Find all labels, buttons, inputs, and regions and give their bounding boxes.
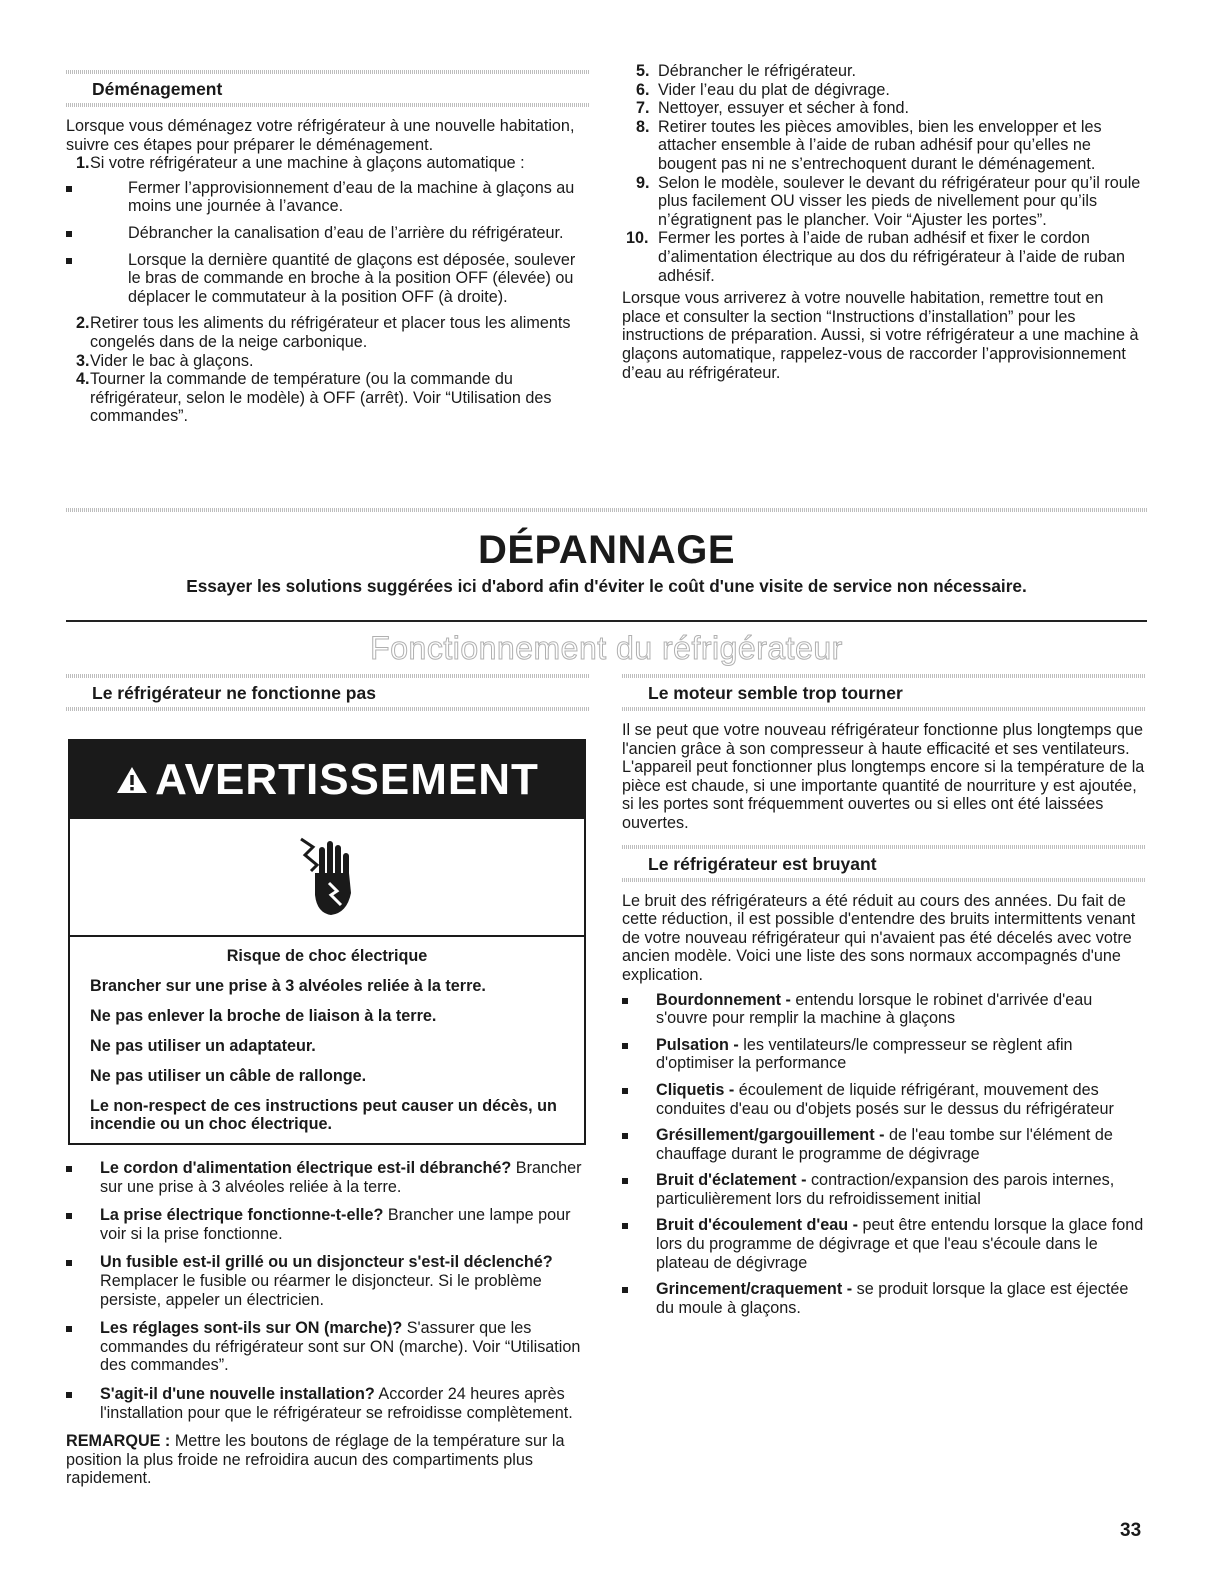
moving-step <box>66 154 590 306</box>
step-text: Nettoyer, essuyer et sécher à fond. <box>658 99 910 118</box>
list-item <box>622 1126 1146 1163</box>
divider <box>66 707 590 711</box>
list-item <box>622 1036 1146 1073</box>
item-question: Un fusible est-il grillé ou un disjoncteur s'est-il déclenché? <box>100 1253 553 1272</box>
bullet-text: Fermer l’approvisionnement d’eau de la machine à glaçons au moins une journée à l’avance. <box>128 178 575 216</box>
warning-box <box>68 739 586 1145</box>
step-text: Débrancher le réfrigérateur. <box>658 62 856 80</box>
moving-step <box>622 229 1146 285</box>
list-item <box>66 1319 590 1375</box>
item-answer: Brancher une lampe pour voir si la prise fonctionne. <box>100 1206 571 1243</box>
list-item <box>66 1385 590 1422</box>
item-question: La prise électrique fonctionne-t-elle? <box>100 1206 384 1225</box>
warning-line: Le non-respect de ces instructions peut causer un décès, un incendie ou un choc électrique. <box>90 1097 557 1133</box>
electric-shock-hand-icon <box>297 833 357 922</box>
page-subtitle: Essayer les solutions suggérées ici d'abord afin d'éviter le coût d'une visite de service non nécessaire. <box>186 576 1027 596</box>
warning-line: Brancher sur une prise à 3 alvéoles reliée à la terre. <box>90 977 486 995</box>
list-item <box>66 1253 590 1309</box>
list-item <box>66 251 590 307</box>
divider <box>622 878 1146 882</box>
step-text: Vider le bac à glaçons. <box>90 351 254 370</box>
item-answer: Remplacer le fusible ou réarmer le disjoncteur. Si le problème persiste, appeler un électricien. <box>100 1271 542 1309</box>
warning-triangle-icon <box>115 765 149 795</box>
motor-noise-section <box>622 674 1146 1325</box>
divider <box>622 707 1146 711</box>
noisy-text: Le bruit des réfrigérateurs a été réduit au cours des années. Du fait de cette réduction, il est possible d'entendre des bruits intermittents venant de votre nouveau réfrigérateur qui n'avaient pas été décelés avec votre ancien modèle. Voici une liste des sons normaux accompagnés d'une explication. <box>622 891 1136 984</box>
sound-desc: entendu lorsque le robinet d'arrivée d'eau s'ouvre pour remplir la machine à glaçons <box>656 990 1093 1028</box>
moving-step <box>622 174 1146 230</box>
sound-desc: les ventilateurs/le compresseur se règlent afin d'optimiser la performance <box>656 1035 1073 1073</box>
warning-line: Ne pas enlever la broche de liaison à la terre. <box>90 1007 437 1025</box>
item-question: Le cordon d'alimentation électrique est-il débranché? <box>100 1159 512 1177</box>
divider <box>66 103 590 107</box>
moving-step <box>622 81 1146 100</box>
motor-heading: Le moteur semble trop tourner <box>648 683 903 703</box>
warning-line: Ne pas utiliser un câble de rallonge. <box>90 1067 367 1085</box>
list-item <box>622 1171 1146 1208</box>
warning-banner <box>70 741 584 819</box>
step-number: 9. <box>636 173 650 192</box>
step-number: 1. <box>76 154 90 173</box>
sound-term: Bruit d'écoulement d'eau - <box>656 1216 858 1235</box>
moving-step <box>66 352 590 371</box>
item-question: S'agit-il d'une nouvelle installation? <box>100 1384 375 1403</box>
sound-list <box>622 991 1146 1318</box>
sound-term: Grésillement/gargouillement - <box>656 1126 885 1145</box>
section-title: Fonctionnement du réfrigérateur <box>370 630 843 666</box>
warning-banner-text: AVERTISSEMENT <box>155 754 539 804</box>
list-item <box>66 179 590 216</box>
sound-term: Bourdonnement - <box>656 990 791 1009</box>
list-item <box>622 1280 1146 1317</box>
step-number: 7. <box>636 99 650 118</box>
icemaker-bullets <box>66 179 590 307</box>
note-text: Mettre les boutons de réglage de la température sur la position la plus froide ne refroidira aucun des compartiments plus rapidement. <box>66 1432 565 1488</box>
not-working-heading: Le réfrigérateur ne fonctionne pas <box>92 683 376 703</box>
not-working-section <box>66 674 590 1488</box>
noisy-heading: Le réfrigérateur est bruyant <box>648 853 877 874</box>
list-item <box>66 1206 590 1243</box>
sound-desc: se produit lorsque la glace est éjectée du moule à glaçons. <box>656 1280 1129 1317</box>
item-answer: Accorder 24 heures après l'installation pour que le réfrigérateur se refroidisse complètement. <box>100 1384 573 1422</box>
step-number: 10. <box>626 229 649 248</box>
sound-desc: peut être entendu lorsque la glace fond lors du programme de dégivrage et que l'eau s'écoule dans le plateau de dégivrage <box>656 1216 1144 1272</box>
step-number: 5. <box>636 62 650 80</box>
moving-intro: Lorsque vous déménagez votre réfrigérateur à une nouvelle habitation, suivre ces étapes pour préparer le déménagement. <box>66 117 575 154</box>
moving-section-left <box>66 70 590 426</box>
moving-outro: Lorsque vous arriverez à votre nouvelle habitation, remettre tout en place et consulter la section “Instructions d’installation” pour les instructions de préparation. Aussi, si votre réfrigérateur a une machine à glaçons automatique, rappelez-vous de raccorder l’approvisionnement d’eau au réfrigérateur. <box>622 289 1139 382</box>
list-item <box>66 224 590 243</box>
divider <box>66 620 1147 622</box>
moving-step <box>622 118 1146 174</box>
warning-line: Ne pas utiliser un adaptateur. <box>90 1037 316 1055</box>
bullet-text: Débrancher la canalisation d’eau de l’arrière du réfrigérateur. <box>128 223 564 242</box>
list-item <box>622 1216 1146 1272</box>
list-item <box>622 1081 1146 1118</box>
motor-text: Il se peut que votre nouveau réfrigérateur fonctionne plus longtemps que l'ancien grâce à son compresseur à haute efficacité et ses ventilateurs. L'appareil peut fonctionner plus longtemps encore si la température de la pièce est chaude, si une importante quantité de nourriture y est ajoutée, si les portes sont fréquemment ouvertes ou si elles ont été laissées ouvertes. <box>622 721 1145 832</box>
bullet-text: Lorsque la dernière quantité de glaçons est déposée, soulever le bras de commande en broche à la position OFF (élevée) ou déplacer le commutateur à la position OFF (à droite). <box>128 250 576 306</box>
note-label: REMARQUE : <box>66 1432 171 1451</box>
step-number: 3. <box>76 351 90 370</box>
sound-term: Cliquetis - <box>656 1080 735 1099</box>
page-number: 33 <box>1120 1520 1142 1541</box>
item-question: Les réglages sont-ils sur ON (marche)? <box>100 1319 403 1338</box>
divider <box>66 508 1147 512</box>
moving-section-right <box>622 62 1146 382</box>
sound-desc: de l'eau tombe sur l'élément de chauffage durant le programme de dégivrage <box>656 1126 1113 1163</box>
sound-desc: contraction/expansion des parois internes, particulièrement lors du refroidissement initial <box>656 1171 1115 1208</box>
list-item <box>66 1159 590 1196</box>
sound-term: Bruit d'éclatement - <box>656 1171 807 1190</box>
moving-step <box>622 62 1146 81</box>
moving-heading: Déménagement <box>92 79 223 99</box>
step-number: 6. <box>636 80 650 99</box>
moving-step <box>66 314 590 351</box>
step-text: Si votre réfrigérateur a une machine à glaçons automatique : <box>90 154 525 173</box>
warning-text <box>70 937 584 1143</box>
warning-risk: Risque de choc électrique <box>226 947 428 965</box>
moving-step <box>66 370 590 426</box>
moving-steps-right <box>622 62 1146 285</box>
sound-term: Pulsation - <box>656 1035 739 1054</box>
step-number: 2. <box>76 314 90 333</box>
step-text: Vider l’eau du plat de dégivrage. <box>658 80 890 99</box>
sound-term: Grincement/craquement - <box>656 1280 853 1299</box>
checklist <box>66 1159 590 1422</box>
moving-step <box>622 99 1146 118</box>
icon-panel <box>70 819 584 937</box>
item-answer: Brancher sur une prise à 3 alvéoles reliée à la terre. <box>100 1159 582 1196</box>
step-number: 4. <box>76 370 90 389</box>
step-text: Fermer les portes à l’aide de ruban adhésif et fixer le cordon d’alimentation électrique au dos du réfrigérateur à l’aide de ruban adhésif. <box>658 229 1126 285</box>
list-item <box>622 991 1146 1028</box>
step-text: Retirer tous les aliments du réfrigérateur et placer tous les aliments congelés dans de la neige carbonique. <box>90 314 571 351</box>
step-text: Retirer toutes les pièces amovibles, bien les envelopper et les attacher ensemble à l’aide de ruban adhésif pour qu’elles ne bougent pas ni ne s’entrechoquent durant le déménagement. <box>658 117 1102 173</box>
step-number: 8. <box>636 117 650 136</box>
sound-desc: écoulement de liquide réfrigérant, mouvement des conduites d'eau ou d'objets posés sur le dessus du réfrigérateur <box>656 1080 1114 1118</box>
page-title: DÉPANNAGE <box>477 528 736 572</box>
note <box>66 1432 590 1488</box>
step-text: Selon le modèle, soulever le devant du réfrigérateur pour qu’il roule plus facilement OU visser les pieds de nivellement pour qu’ils n’égratignent pas le plancher. Voir “Ajuster les portes”. <box>658 173 1141 229</box>
moving-steps-left <box>66 154 590 426</box>
step-text: Tourner la commande de température (ou la commande du réfrigérateur, selon le modèle) à OFF (arrêt). Voir “Utilisation des commandes”. <box>90 370 552 426</box>
item-answer: S'assurer que les commandes du réfrigérateur sont sur ON (marche). Voir “Utilisation des commandes”. <box>100 1319 581 1375</box>
